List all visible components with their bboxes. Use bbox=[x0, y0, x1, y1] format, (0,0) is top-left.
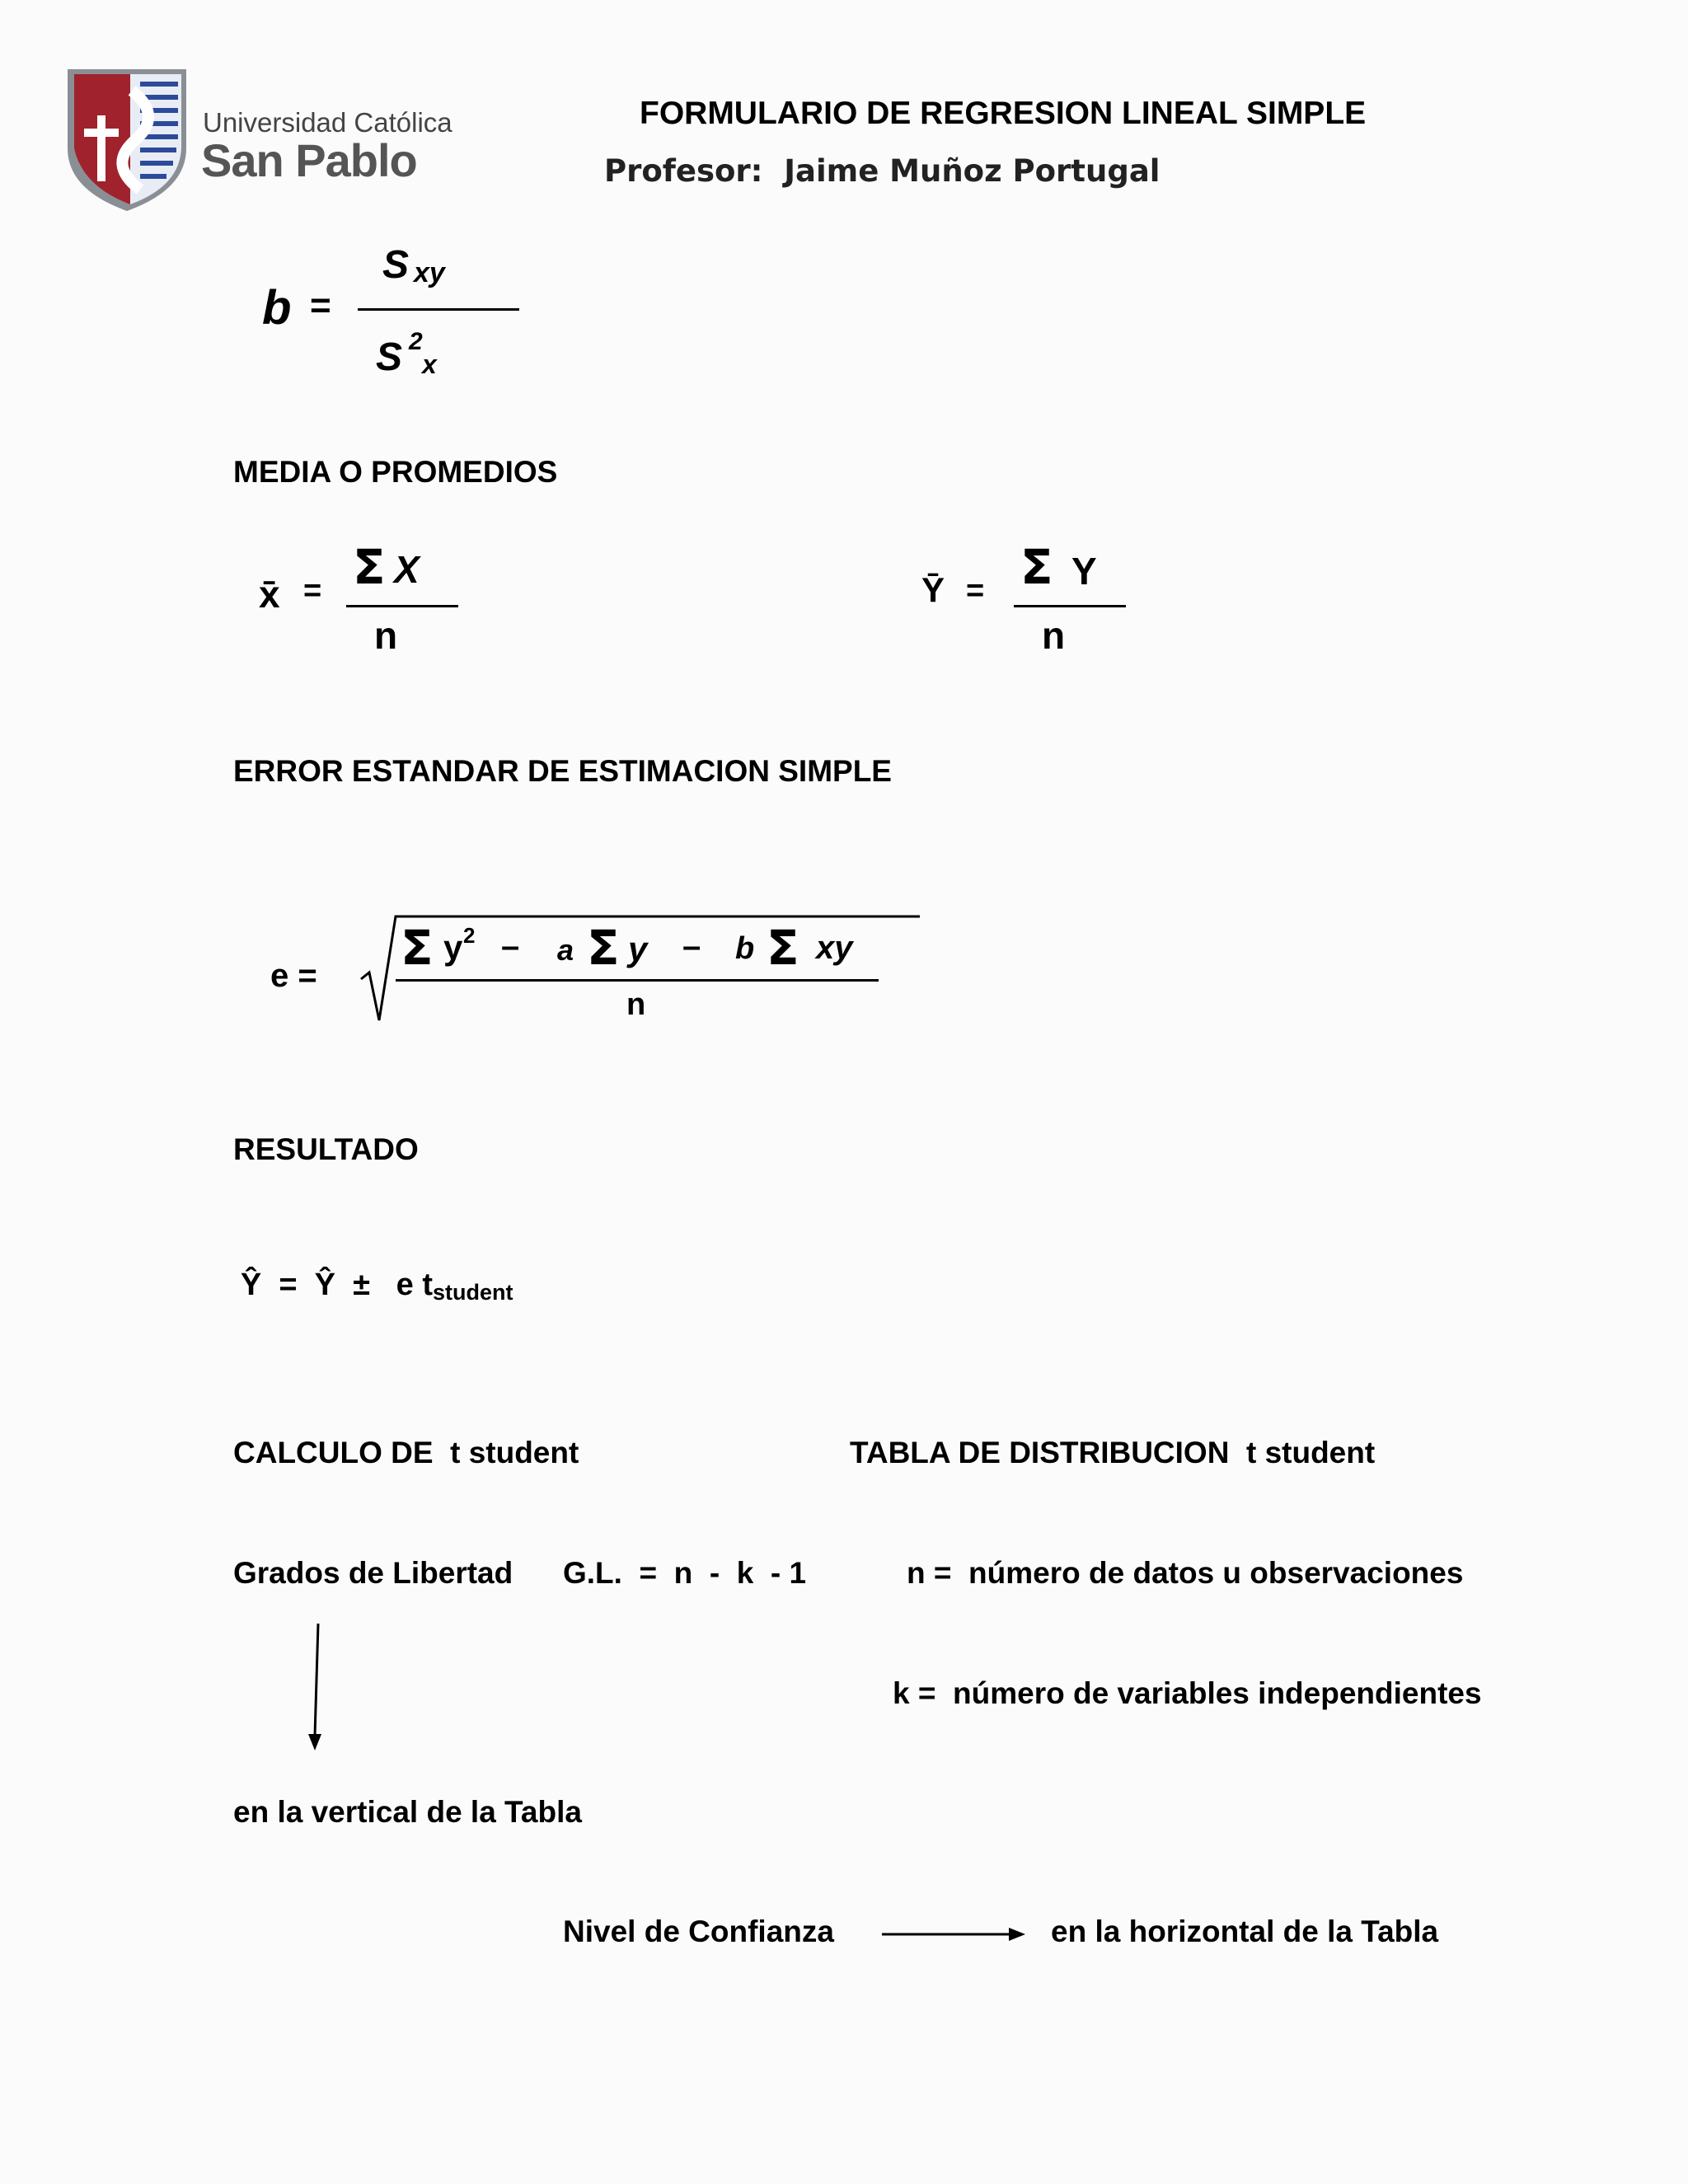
right-arrow-icon bbox=[880, 1922, 1029, 1947]
formula-error-minus1: – bbox=[501, 928, 520, 964]
k-definition: k = número de variables independientes bbox=[893, 1676, 1482, 1710]
formula-b-den-sup: 2 bbox=[409, 328, 423, 355]
formula-result-main: Ŷ = Ŷ ± e t bbox=[240, 1268, 433, 1302]
formula-xbar-var: X bbox=[394, 548, 420, 591]
formula-error-sigma3: Σ bbox=[767, 920, 799, 976]
vertical-text: en la vertical de la Tabla bbox=[233, 1795, 582, 1829]
formula-error-fraction-bar bbox=[396, 979, 879, 982]
formula-b-fraction-bar bbox=[358, 308, 519, 311]
formula-error-minus2: – bbox=[682, 928, 701, 964]
heading-calculo: CALCULO DE t student bbox=[233, 1436, 579, 1469]
logo-line1: Universidad Católica bbox=[203, 107, 452, 138]
formula-ybar bbox=[918, 536, 1132, 659]
formula-b-den: S bbox=[376, 335, 403, 379]
formula-error-t2: y bbox=[628, 930, 648, 968]
formula-b-eq: = bbox=[310, 285, 331, 326]
formula-b-den-sub: x bbox=[422, 349, 437, 379]
shield-icon bbox=[64, 66, 190, 213]
formula-error-b: b bbox=[735, 931, 755, 966]
heading-media: MEDIA O PROMEDIOS bbox=[233, 455, 558, 489]
formula-b-num: S bbox=[382, 243, 410, 287]
formula-ybar-fraction-bar bbox=[1014, 605, 1126, 607]
formula-ybar-sigma: Σ bbox=[1020, 539, 1053, 595]
formula-error-sigma1: Σ bbox=[401, 920, 434, 976]
heading-tabla: TABLA DE DISTRIBUCION t student bbox=[850, 1436, 1376, 1469]
formula-b-lhs: b bbox=[262, 281, 292, 335]
formula-result bbox=[233, 1253, 513, 1303]
formula-b bbox=[256, 239, 536, 396]
formula-xbar-den: n bbox=[374, 614, 398, 657]
university-logo bbox=[64, 66, 452, 214]
formula-xbar-lhs: x̄ bbox=[259, 573, 280, 616]
formula-error-t3: xy bbox=[816, 930, 853, 966]
formula-error-a: a bbox=[557, 933, 574, 967]
formula-error-lhs: e = bbox=[270, 958, 317, 994]
heading-error: ERROR ESTANDAR DE ESTIMACION SIMPLE bbox=[233, 754, 892, 788]
formula-xbar-fraction-bar bbox=[346, 605, 458, 607]
confidence-label: Nivel de Confianza bbox=[563, 1915, 834, 1948]
gl-label: Grados de Libertad bbox=[233, 1556, 513, 1590]
heading-resultado: RESULTADO bbox=[233, 1132, 419, 1166]
formula-result-sub: student bbox=[433, 1280, 513, 1305]
formula-error bbox=[264, 907, 940, 1030]
formula-error-t1-sup: 2 bbox=[463, 923, 476, 948]
formula-ybar-lhs: Ȳ bbox=[921, 570, 945, 609]
formula-ybar-den: n bbox=[1042, 614, 1066, 657]
gl-formula: G.L. = n - k - 1 bbox=[563, 1556, 807, 1590]
formula-xbar-sigma: Σ bbox=[353, 539, 386, 595]
formula-ybar-eq: = bbox=[966, 574, 985, 608]
formula-xbar bbox=[256, 536, 470, 659]
professor-label: Profesor: bbox=[604, 153, 763, 189]
logo-line2: San Pablo bbox=[201, 134, 417, 186]
horizontal-text: en la horizontal de la Tabla bbox=[1051, 1915, 1439, 1948]
down-arrow-icon bbox=[300, 1622, 333, 1754]
n-definition: n = número de datos u observaciones bbox=[907, 1556, 1464, 1590]
formula-error-t1: y bbox=[443, 928, 463, 967]
formula-b-num-sub: xy bbox=[414, 257, 445, 288]
page-title: FORMULARIO DE REGRESION LINEAL SIMPLE bbox=[640, 96, 1367, 131]
professor-name: Jaime Muñoz Portugal bbox=[784, 153, 1160, 189]
formula-error-den: n bbox=[626, 987, 646, 1022]
formula-error-sigma2: Σ bbox=[587, 920, 620, 976]
professor-line bbox=[604, 153, 1160, 189]
formula-xbar-eq: = bbox=[303, 574, 322, 608]
formula-ybar-var: Y bbox=[1071, 550, 1097, 593]
